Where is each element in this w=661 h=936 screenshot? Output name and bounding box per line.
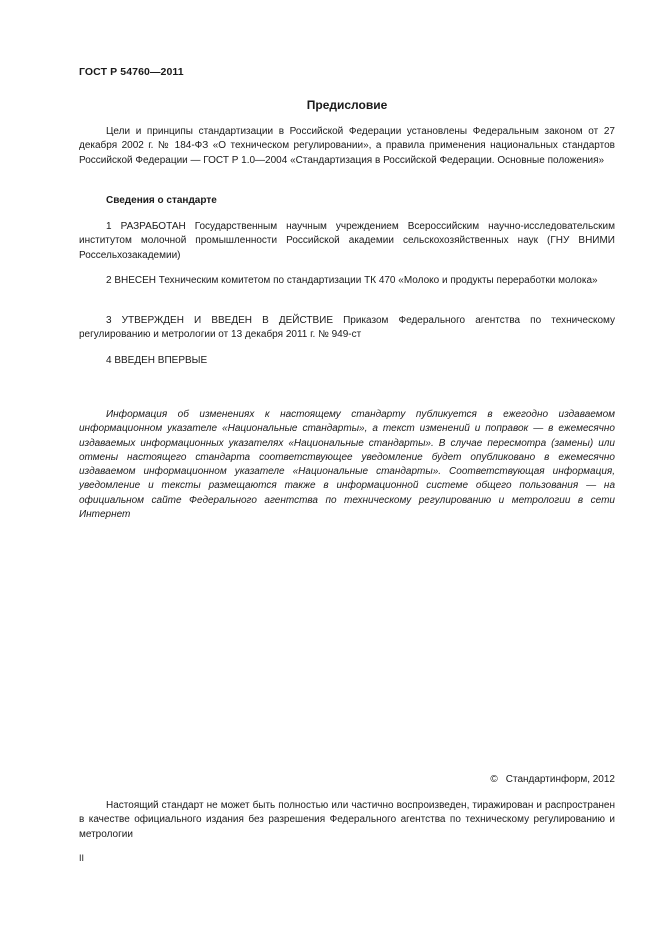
info-heading: Сведения о стандарте (106, 195, 217, 206)
info-item-4: 4 ВВЕДЕН ВПЕРВЫЕ (106, 355, 208, 366)
copyright-line (490, 774, 615, 785)
copyright-text: Стандартинформ, 2012 (505, 774, 615, 785)
intro-paragraph: Цели и принципы стандартизации в Российской Федерации установлены Федеральным законом от 27 декабря 2002 г. № 184-ФЗ «О техническом регулировании», а правила применения национальных стандартов Российской Федерации — ГОСТ Р 1.0—2004 «Стандартизация в Российской Федерации. Основные положения» (79, 126, 615, 166)
copyright-symbol: © (490, 774, 498, 785)
page-title: Предисловие (306, 98, 388, 112)
changes-note: Информация об изменениях к настоящему стандарту публикуется в ежегодно издаваемом информационном указателе «Национальные стандарты», а текст изменений и поправок — в ежемесячно издаваемых информационных указателях «Национальные стандарты». В случае пересмотра (замены) или отмены настоящего стандарта соответствующее уведомление будет опубликовано в ежемесячно издаваемом информационном указателе «Национальные стандарты». Соответствующая информация, уведомление и тексты размещаются также в информационной системе общего пользования — на официальном сайте Федерального агентства по техническому регулированию и метрологии в сети Интернет (79, 409, 615, 521)
info-item-1: 1 РАЗРАБОТАН Государственным научным учреждением Всероссийским научно-исследовательским институтом молочной промышленности Российской академии сельскохозяйственных наук (ГНУ ВНИМИ Россельхозакадемии) (79, 221, 615, 261)
document-code: ГОСТ Р 54760—2011 (79, 66, 184, 78)
page-number: II (79, 853, 85, 863)
info-item-2: 2 ВНЕСЕН Техническим комитетом по стандартизации ТК 470 «Молоко и продукты переработки молока» (106, 275, 598, 286)
info-item-3: 3 УТВЕРЖДЕН И ВВЕДЕН В ДЕЙСТВИЕ Приказом Федерального агентства по техническому регулированию и метрологии от 13 декабря 2011 г. № 949-ст (79, 315, 615, 341)
reproduction-notice: Настоящий стандарт не может быть полностью или частично воспроизведен, тиражирован и распространен в качестве официального издания без разрешения Федерального агентства по техническому регулированию и метрологии (79, 800, 615, 840)
